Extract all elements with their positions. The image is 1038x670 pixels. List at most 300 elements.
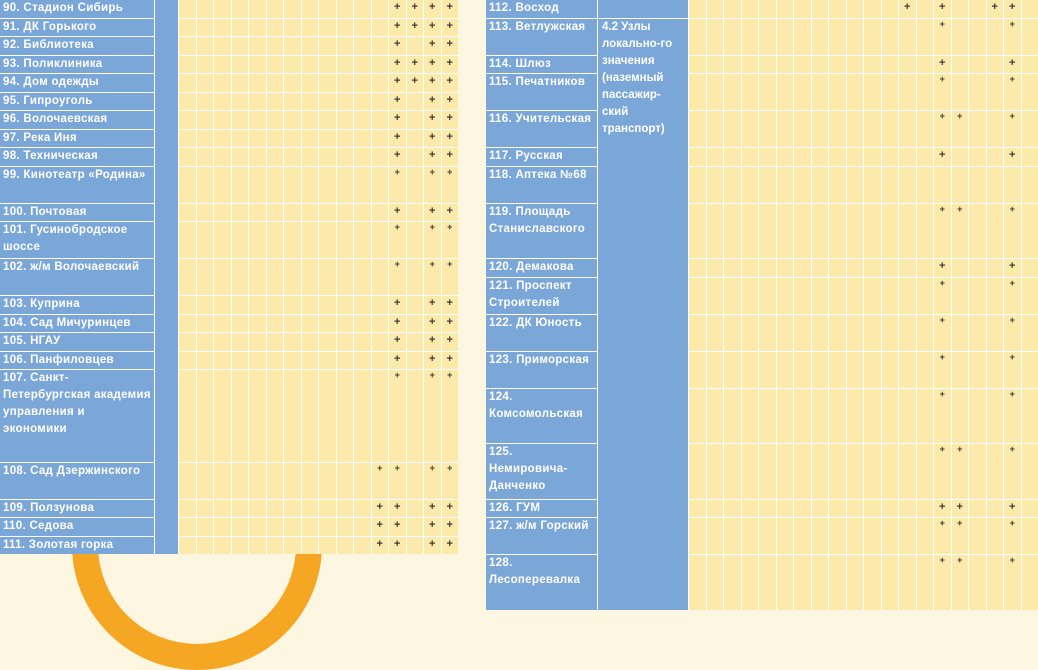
- mark-cell: [319, 37, 336, 55]
- mark-cell: [969, 444, 986, 499]
- mark-cell: [689, 389, 706, 444]
- mark-cell: [969, 555, 986, 610]
- mark-cell: [179, 74, 196, 92]
- stop-name: 94. Дом одежды: [0, 74, 154, 92]
- mark-cell: +: [424, 204, 441, 222]
- mark-cell: [284, 333, 301, 351]
- column-divider: [155, 0, 178, 554]
- mark-cell: +: [442, 370, 459, 462]
- stop-name: 90. Стадион Сибирь: [0, 0, 154, 18]
- mark-cell: [197, 518, 214, 536]
- mark-cell: [267, 19, 284, 37]
- mark-cell: [1004, 167, 1021, 203]
- mark-cell: [987, 204, 1004, 259]
- stop-name: 107. Санкт-Петербургская академия управления и экономики: [0, 370, 154, 462]
- mark-cell: [179, 500, 196, 518]
- mark-cell: [197, 222, 214, 258]
- mark-cell: +: [934, 259, 951, 277]
- mark-cell: [302, 0, 319, 18]
- mark-cell: [829, 555, 846, 610]
- mark-cell: [354, 130, 371, 148]
- mark-cell: [407, 352, 424, 370]
- mark-cell: [267, 500, 284, 518]
- mark-cell: [337, 315, 354, 333]
- mark-cell: +: [442, 518, 459, 536]
- mark-cell: [214, 518, 231, 536]
- mark-cell: +: [424, 333, 441, 351]
- mark-cell: +: [424, 19, 441, 37]
- mark-cell: [372, 222, 389, 258]
- mark-cell: [319, 167, 336, 203]
- mark-cell: [987, 148, 1004, 166]
- mark-cell: [952, 315, 969, 351]
- mark-cell: [864, 389, 881, 444]
- mark-cell: +: [1004, 555, 1021, 610]
- mark-cell: +: [389, 37, 406, 55]
- mark-cell: +: [389, 296, 406, 314]
- mark-cell: [337, 537, 354, 555]
- mark-cell: [284, 148, 301, 166]
- mark-cell: [319, 259, 336, 295]
- mark-cell: [707, 259, 724, 277]
- mark-cell: [249, 259, 266, 295]
- mark-cell: +: [389, 463, 406, 499]
- mark-cell: +: [442, 315, 459, 333]
- mark-cell: [864, 19, 881, 55]
- mark-cell: +: [1004, 259, 1021, 277]
- mark-cell: [267, 93, 284, 111]
- mark-cell: [407, 111, 424, 129]
- mark-cell: +: [389, 74, 406, 92]
- mark-cell: [319, 463, 336, 499]
- mark-cell: [1022, 148, 1038, 166]
- mark-cell: [707, 389, 724, 444]
- mark-cell: [707, 444, 724, 499]
- stop-name: 101. Гусинобродское шоссе: [0, 222, 154, 258]
- mark-cell: [1022, 259, 1038, 277]
- mark-cell: [232, 0, 249, 18]
- mark-cell: +: [389, 370, 406, 462]
- mark-cell: [759, 315, 776, 351]
- mark-cell: [284, 37, 301, 55]
- mark-cell: [724, 278, 741, 314]
- mark-cell: [197, 315, 214, 333]
- mark-cell: [829, 74, 846, 110]
- mark-cell: [917, 74, 934, 110]
- mark-cell: +: [389, 537, 406, 555]
- mark-cell: [337, 148, 354, 166]
- mark-cell: [407, 259, 424, 295]
- mark-cell: [407, 130, 424, 148]
- mark-cell: [707, 278, 724, 314]
- mark-cell: [1022, 19, 1038, 55]
- mark-cell: +: [442, 352, 459, 370]
- mark-cell: [952, 19, 969, 55]
- mark-cell: [742, 19, 759, 55]
- mark-cell: [689, 111, 706, 147]
- mark-cell: [742, 555, 759, 610]
- mark-cell: +: [442, 37, 459, 55]
- mark-cell: +: [424, 74, 441, 92]
- mark-cell: [759, 204, 776, 259]
- mark-cell: [267, 222, 284, 258]
- mark-cell: +: [424, 93, 441, 111]
- stop-name: 123. Приморская: [486, 352, 597, 388]
- mark-cell: [197, 111, 214, 129]
- mark-cell: [372, 204, 389, 222]
- mark-cell: [742, 315, 759, 351]
- mark-cell: [302, 500, 319, 518]
- mark-cell: [724, 204, 741, 259]
- mark-cell: [759, 259, 776, 277]
- mark-cell: [284, 167, 301, 203]
- mark-cell: [337, 19, 354, 37]
- mark-cell: [284, 315, 301, 333]
- mark-cell: [969, 518, 986, 554]
- stop-name: 119. Площадь Станиславского: [486, 204, 597, 259]
- mark-cell: [777, 148, 794, 166]
- mark-cell: [249, 56, 266, 74]
- mark-cell: [777, 204, 794, 259]
- mark-cell: [214, 296, 231, 314]
- mark-cell: +: [934, 500, 951, 518]
- mark-cell: [267, 333, 284, 351]
- mark-cell: [707, 56, 724, 74]
- mark-cell: [302, 333, 319, 351]
- mark-cell: +: [442, 296, 459, 314]
- mark-cell: [197, 19, 214, 37]
- mark-cell: [864, 111, 881, 147]
- mark-cell: [197, 333, 214, 351]
- mark-cell: [899, 19, 916, 55]
- mark-cell: +: [934, 0, 951, 18]
- mark-cell: [707, 0, 724, 18]
- mark-cell: [777, 56, 794, 74]
- mark-cell: [337, 167, 354, 203]
- mark-cell: [1022, 111, 1038, 147]
- mark-cell: [319, 19, 336, 37]
- mark-cell: [267, 463, 284, 499]
- mark-cell: [179, 93, 196, 111]
- mark-cell: [337, 37, 354, 55]
- mark-cell: [917, 167, 934, 203]
- mark-cell: [794, 19, 811, 55]
- mark-cell: [302, 93, 319, 111]
- mark-cell: [407, 500, 424, 518]
- mark-cell: [284, 130, 301, 148]
- mark-cell: [794, 500, 811, 518]
- mark-cell: [952, 148, 969, 166]
- mark-cell: +: [1004, 56, 1021, 74]
- mark-cell: [882, 204, 899, 259]
- mark-cell: [372, 167, 389, 203]
- mark-cell: [882, 555, 899, 610]
- mark-cell: [829, 111, 846, 147]
- mark-cell: [742, 259, 759, 277]
- mark-cell: [214, 259, 231, 295]
- mark-cell: +: [442, 222, 459, 258]
- mark-cell: [179, 463, 196, 499]
- mark-cell: +: [407, 74, 424, 92]
- mark-cell: [847, 19, 864, 55]
- mark-cell: [882, 0, 899, 18]
- mark-cell: [707, 148, 724, 166]
- stop-name: 124. Комсомольская: [486, 389, 597, 444]
- mark-cell: [284, 93, 301, 111]
- mark-cell: [337, 204, 354, 222]
- mark-cell: +: [1004, 278, 1021, 314]
- mark-cell: [812, 500, 829, 518]
- mark-cell: [812, 278, 829, 314]
- mark-cell: +: [934, 56, 951, 74]
- mark-cell: +: [372, 463, 389, 499]
- mark-cell: +: [1004, 19, 1021, 55]
- mark-cell: [899, 111, 916, 147]
- mark-cell: [267, 370, 284, 462]
- mark-cell: [917, 518, 934, 554]
- mark-cell: [724, 315, 741, 351]
- mark-cell: [249, 222, 266, 258]
- mark-cell: [284, 74, 301, 92]
- mark-cell: [337, 0, 354, 18]
- mark-cell: [337, 74, 354, 92]
- mark-cell: +: [389, 148, 406, 166]
- mark-cell: +: [389, 204, 406, 222]
- mark-cell: [354, 500, 371, 518]
- mark-cell: [354, 19, 371, 37]
- mark-cell: +: [424, 259, 441, 295]
- mark-cell: [214, 222, 231, 258]
- mark-cell: [812, 111, 829, 147]
- mark-cell: +: [1004, 148, 1021, 166]
- mark-cell: [372, 352, 389, 370]
- mark-cell: [372, 333, 389, 351]
- mark-cell: [794, 0, 811, 18]
- mark-cell: [689, 555, 706, 610]
- mark-cell: [1022, 278, 1038, 314]
- mark-cell: [899, 204, 916, 259]
- mark-cell: +: [934, 204, 951, 259]
- mark-cell: [847, 148, 864, 166]
- mark-cell: +: [442, 204, 459, 222]
- mark-cell: [847, 259, 864, 277]
- mark-cell: [1022, 518, 1038, 554]
- mark-cell: [882, 74, 899, 110]
- mark-cell: [284, 259, 301, 295]
- mark-cell: [267, 111, 284, 129]
- mark-cell: +: [424, 37, 441, 55]
- mark-cell: [267, 56, 284, 74]
- mark-cell: [794, 111, 811, 147]
- mark-cell: [689, 74, 706, 110]
- mark-cell: [232, 74, 249, 92]
- mark-cell: [319, 222, 336, 258]
- mark-cell: [197, 463, 214, 499]
- mark-cell: +: [952, 500, 969, 518]
- mark-cell: +: [952, 555, 969, 610]
- mark-cell: [899, 56, 916, 74]
- stop-name: 109. Ползунова: [0, 500, 154, 518]
- mark-cell: [847, 352, 864, 388]
- mark-cell: +: [442, 333, 459, 351]
- mark-cell: [179, 19, 196, 37]
- mark-cell: [232, 333, 249, 351]
- mark-cell: [284, 463, 301, 499]
- mark-cell: [354, 315, 371, 333]
- mark-cell: [1022, 74, 1038, 110]
- mark-cell: [302, 259, 319, 295]
- mark-cell: [742, 518, 759, 554]
- mark-cell: [407, 204, 424, 222]
- mark-cell: [214, 537, 231, 555]
- mark-cell: [847, 278, 864, 314]
- mark-cell: [794, 204, 811, 259]
- mark-cell: [232, 19, 249, 37]
- mark-cell: [864, 315, 881, 351]
- mark-cell: +: [424, 370, 441, 462]
- mark-cell: +: [1004, 500, 1021, 518]
- mark-cell: +: [424, 315, 441, 333]
- stop-name: 92. Библиотека: [0, 37, 154, 55]
- mark-cell: [302, 74, 319, 92]
- mark-cell: [214, 19, 231, 37]
- mark-cell: +: [952, 518, 969, 554]
- mark-cell: [197, 74, 214, 92]
- mark-cell: [759, 352, 776, 388]
- mark-cell: [354, 333, 371, 351]
- mark-cell: [917, 278, 934, 314]
- mark-cell: [197, 296, 214, 314]
- mark-cell: [899, 315, 916, 351]
- mark-cell: [707, 315, 724, 351]
- mark-cell: [319, 0, 336, 18]
- mark-cell: [302, 56, 319, 74]
- mark-cell: [354, 74, 371, 92]
- mark-cell: [829, 518, 846, 554]
- mark-cell: [337, 56, 354, 74]
- mark-cell: +: [934, 278, 951, 314]
- mark-cell: [864, 259, 881, 277]
- mark-cell: [319, 370, 336, 462]
- mark-cell: [899, 518, 916, 554]
- mark-cell: [179, 370, 196, 462]
- mark-cell: [249, 204, 266, 222]
- stop-name: 111. Золотая горка: [0, 537, 154, 555]
- mark-cell: +: [934, 111, 951, 147]
- mark-cell: [899, 167, 916, 203]
- mark-cell: [302, 370, 319, 462]
- mark-cell: [284, 0, 301, 18]
- mark-cell: [407, 222, 424, 258]
- mark-cell: +: [442, 19, 459, 37]
- mark-cell: [829, 204, 846, 259]
- mark-cell: [987, 278, 1004, 314]
- stop-name: 93. Поликлиника: [0, 56, 154, 74]
- mark-cell: [689, 56, 706, 74]
- mark-cell: [847, 56, 864, 74]
- mark-cell: [249, 148, 266, 166]
- mark-cell: [812, 352, 829, 388]
- mark-cell: [689, 352, 706, 388]
- mark-cell: [969, 352, 986, 388]
- mark-cell: [847, 0, 864, 18]
- mark-cell: [724, 352, 741, 388]
- mark-cell: +: [934, 389, 951, 444]
- mark-cell: [179, 259, 196, 295]
- mark-cell: [249, 500, 266, 518]
- mark-cell: [864, 167, 881, 203]
- mark-cell: [987, 518, 1004, 554]
- mark-cell: [724, 389, 741, 444]
- mark-cell: [899, 500, 916, 518]
- mark-cell: +: [424, 0, 441, 18]
- mark-cell: [864, 555, 881, 610]
- stop-name: 118. Аптека №68: [486, 167, 597, 203]
- mark-cell: [899, 148, 916, 166]
- mark-cell: [214, 370, 231, 462]
- mark-cell: [214, 500, 231, 518]
- mark-cell: [179, 37, 196, 55]
- mark-cell: [812, 389, 829, 444]
- mark-cell: [917, 19, 934, 55]
- mark-cell: +: [442, 74, 459, 92]
- mark-cell: [214, 130, 231, 148]
- mark-cell: +: [442, 111, 459, 129]
- mark-cell: [354, 259, 371, 295]
- left-stops-table: [0, 0, 458, 554]
- mark-cell: [197, 93, 214, 111]
- mark-cell: [829, 148, 846, 166]
- mark-cell: [249, 537, 266, 555]
- mark-cell: [987, 315, 1004, 351]
- mark-cell: [952, 167, 969, 203]
- mark-cell: [759, 555, 776, 610]
- mark-cell: [812, 204, 829, 259]
- mark-cell: [812, 0, 829, 18]
- mark-cell: [969, 389, 986, 444]
- mark-cell: [812, 315, 829, 351]
- mark-cell: [302, 315, 319, 333]
- mark-cell: [794, 259, 811, 277]
- mark-cell: [232, 537, 249, 555]
- mark-cell: [917, 444, 934, 499]
- mark-cell: [337, 130, 354, 148]
- mark-cell: [407, 148, 424, 166]
- mark-cell: [249, 518, 266, 536]
- mark-cell: [847, 111, 864, 147]
- mark-cell: [232, 259, 249, 295]
- mark-cell: +: [934, 444, 951, 499]
- mark-cell: [864, 352, 881, 388]
- mark-cell: [302, 463, 319, 499]
- mark-cell: [372, 74, 389, 92]
- mark-cell: [899, 444, 916, 499]
- mark-cell: [267, 37, 284, 55]
- mark-cell: [197, 370, 214, 462]
- mark-cell: +: [1004, 0, 1021, 18]
- mark-cell: +: [372, 500, 389, 518]
- mark-cell: [284, 56, 301, 74]
- stop-name: 125. Немировича-Данченко: [486, 444, 597, 499]
- mark-cell: [969, 0, 986, 18]
- mark-cell: [987, 19, 1004, 55]
- mark-cell: [232, 296, 249, 314]
- mark-cell: [777, 389, 794, 444]
- mark-cell: [724, 111, 741, 147]
- stop-name: 91. ДК Горького: [0, 19, 154, 37]
- mark-cell: [179, 111, 196, 129]
- mark-cell: [354, 37, 371, 55]
